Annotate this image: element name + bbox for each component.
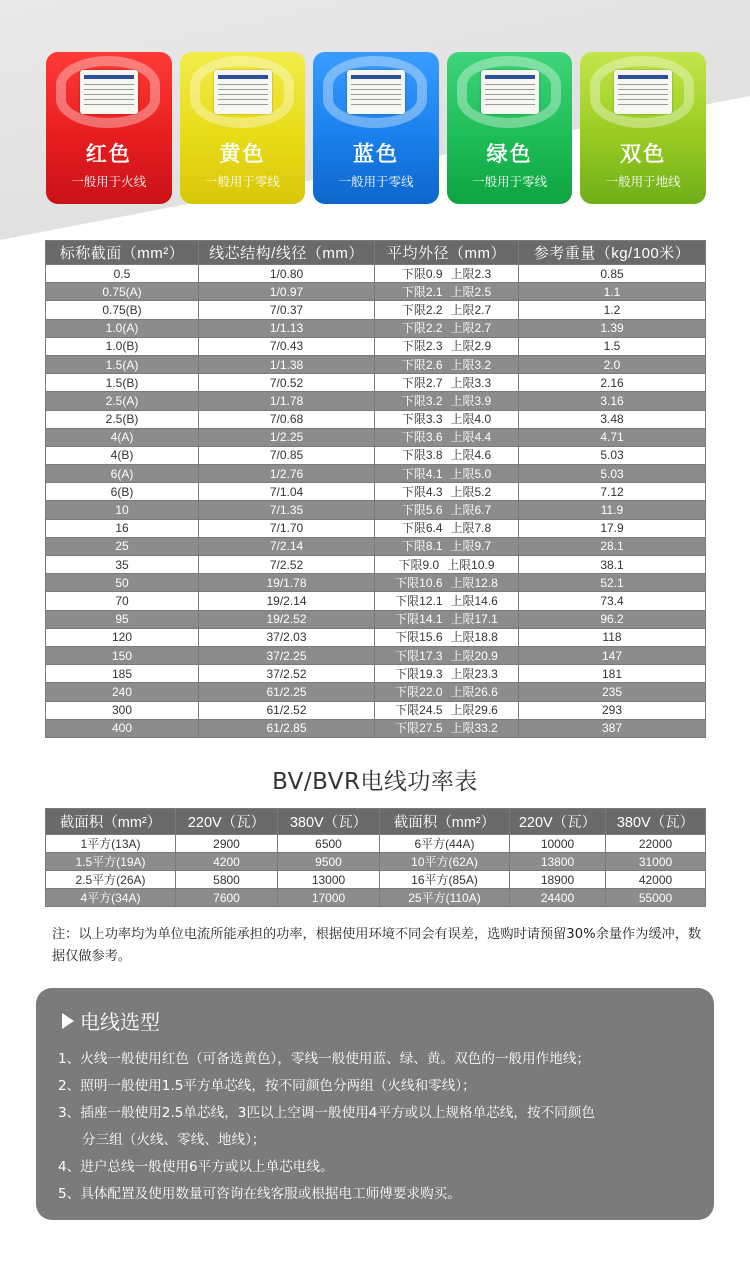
spec-area: 50 bbox=[46, 574, 199, 592]
wire-card bbox=[313, 52, 439, 204]
power-area: 25平方(110A) bbox=[380, 889, 510, 907]
power-380v: 17000 bbox=[278, 889, 380, 907]
spec-area: 185 bbox=[46, 665, 199, 683]
spec-weight: 2.16 bbox=[519, 374, 706, 392]
table-row bbox=[46, 646, 706, 664]
spec-diameter-low: 下限2.6 bbox=[401, 357, 443, 372]
spec-diameter-low: 下限5.6 bbox=[401, 503, 443, 518]
power-380v: 31000 bbox=[606, 853, 706, 871]
power-220v: 24400 bbox=[510, 889, 606, 907]
spec-diameter-low: 下限3.3 bbox=[401, 412, 443, 427]
spec-area: 70 bbox=[46, 592, 199, 610]
power-area: 2.5平方(26A) bbox=[46, 871, 176, 889]
spec-weight: 17.9 bbox=[519, 519, 706, 537]
selection-item-text: 2、照明一般使用1.5平方单芯线，按不同颜色分两组（火线和零线）； bbox=[58, 1078, 476, 1094]
wire-card bbox=[46, 52, 172, 204]
wire-color-use: 一般用于零线 bbox=[204, 174, 280, 189]
spec-core: 37/2.03 bbox=[199, 628, 375, 646]
spec-diameter bbox=[375, 592, 519, 610]
spec-area: 1.5(A) bbox=[46, 355, 199, 373]
table-row bbox=[46, 374, 706, 392]
wire-selection-guide bbox=[36, 988, 714, 1220]
power-220v: 18900 bbox=[510, 871, 606, 889]
spec-diameter bbox=[375, 628, 519, 646]
spec-weight: 5.03 bbox=[519, 446, 706, 464]
spec-area: 1.5(B) bbox=[46, 374, 199, 392]
spec-weight: 293 bbox=[519, 701, 706, 719]
table-row bbox=[46, 683, 706, 701]
power-header-area-left: 截面积（mm²） bbox=[46, 809, 176, 835]
spec-diameter bbox=[375, 719, 519, 737]
spec-core: 19/2.52 bbox=[199, 610, 375, 628]
spec-core: 1/2.25 bbox=[199, 428, 375, 446]
spec-diameter-low: 下限14.1 bbox=[395, 612, 443, 627]
spec-diameter-high: 上限2.7 bbox=[450, 321, 492, 336]
table-row bbox=[46, 853, 706, 871]
spec-weight: 38.1 bbox=[519, 556, 706, 574]
spec-diameter-low: 下限9.0 bbox=[398, 557, 440, 572]
table-row bbox=[46, 319, 706, 337]
spec-diameter bbox=[375, 337, 519, 355]
spec-diameter-low: 下限24.5 bbox=[395, 703, 443, 718]
spec-diameter bbox=[375, 574, 519, 592]
spec-diameter-high: 上限2.3 bbox=[450, 266, 492, 281]
power-header-220v-left: 220V（瓦） bbox=[176, 809, 278, 835]
spec-diameter-low: 下限3.6 bbox=[401, 430, 443, 445]
power-220v: 10000 bbox=[510, 835, 606, 853]
spec-diameter-low: 下限15.6 bbox=[395, 630, 443, 645]
spec-core: 7/0.68 bbox=[199, 410, 375, 428]
spec-diameter-high: 上限4.4 bbox=[450, 430, 492, 445]
spec-diameter bbox=[375, 519, 519, 537]
table-row bbox=[46, 556, 706, 574]
list-item bbox=[58, 1100, 698, 1154]
spec-area: 150 bbox=[46, 646, 199, 664]
spec-weight: 11.9 bbox=[519, 501, 706, 519]
table-row bbox=[46, 501, 706, 519]
table-row bbox=[46, 428, 706, 446]
power-note: 注：以上功率均为单位电流所能承担的功率，根据使用环境不同会有误差，选购时请预留30%余量作为缓冲，数据仅做参考。 bbox=[52, 927, 702, 964]
table-row bbox=[46, 610, 706, 628]
spec-weight: 3.16 bbox=[519, 392, 706, 410]
spec-weight: 181 bbox=[519, 665, 706, 683]
spec-weight: 2.0 bbox=[519, 355, 706, 373]
selection-heading bbox=[62, 1006, 160, 1035]
spec-diameter bbox=[375, 465, 519, 483]
power-area: 16平方(85A) bbox=[380, 871, 510, 889]
wire-color-use: 一般用于零线 bbox=[338, 174, 414, 189]
list-item bbox=[58, 1073, 698, 1100]
list-item bbox=[58, 1181, 698, 1208]
spec-weight: 52.1 bbox=[519, 574, 706, 592]
selection-item-text: 5、具体配置及使用数量可咨询在线客服或根据电工师傅要求购买。 bbox=[58, 1186, 461, 1202]
table-row bbox=[46, 355, 706, 373]
spec-core: 37/2.52 bbox=[199, 665, 375, 683]
spec-diameter-low: 下限3.8 bbox=[401, 448, 443, 463]
table-row bbox=[46, 701, 706, 719]
spec-weight: 28.1 bbox=[519, 537, 706, 555]
spec-diameter-high: 上限3.3 bbox=[450, 375, 492, 390]
spec-diameter-high: 上限5.0 bbox=[450, 466, 492, 481]
wire-card bbox=[447, 52, 573, 204]
spec-area: 2.5(B) bbox=[46, 410, 199, 428]
spec-diameter bbox=[375, 610, 519, 628]
selection-item-continued: 分三组（火线、零线、地线）； bbox=[82, 1132, 266, 1148]
wire-color-use: 一般用于零线 bbox=[472, 174, 548, 189]
power-table-title: BV/BVR电线功率表 bbox=[272, 769, 478, 795]
power-area: 10平方(62A) bbox=[380, 853, 510, 871]
spec-core: 1/1.13 bbox=[199, 319, 375, 337]
table-row bbox=[46, 537, 706, 555]
wire-spec-table bbox=[45, 240, 706, 738]
table-row bbox=[46, 301, 706, 319]
spec-diameter-low: 下限4.1 bbox=[401, 466, 443, 481]
table-row bbox=[46, 871, 706, 889]
spec-diameter-low: 下限2.3 bbox=[401, 339, 443, 354]
spec-diameter-high: 上限3.9 bbox=[450, 393, 492, 408]
spec-area: 4(B) bbox=[46, 446, 199, 464]
spec-diameter bbox=[375, 701, 519, 719]
wire-coil-icon bbox=[190, 52, 294, 132]
wire-coil-icon bbox=[56, 52, 160, 132]
spec-diameter-low: 下限3.2 bbox=[401, 393, 443, 408]
spec-area: 120 bbox=[46, 628, 199, 646]
power-table bbox=[45, 808, 706, 907]
wire-color-name: 绿色 bbox=[486, 142, 533, 166]
spec-weight: 7.12 bbox=[519, 483, 706, 501]
spec-core: 19/1.78 bbox=[199, 574, 375, 592]
spec-diameter bbox=[375, 537, 519, 555]
spec-header-weight: 参考重量（kg/100米） bbox=[519, 241, 706, 265]
table-row bbox=[46, 446, 706, 464]
spec-diameter bbox=[375, 646, 519, 664]
spec-diameter-high: 上限18.8 bbox=[450, 630, 498, 645]
spec-diameter-low: 下限27.5 bbox=[395, 721, 443, 736]
spec-diameter-low: 下限2.1 bbox=[401, 284, 443, 299]
spec-weight: 1.5 bbox=[519, 337, 706, 355]
power-380v: 6500 bbox=[278, 835, 380, 853]
spec-weight: 1.1 bbox=[519, 283, 706, 301]
spec-core: 7/0.37 bbox=[199, 301, 375, 319]
spec-diameter-high: 上限2.5 bbox=[450, 284, 492, 299]
spec-core: 37/2.25 bbox=[199, 646, 375, 664]
spec-area: 300 bbox=[46, 701, 199, 719]
selection-list bbox=[58, 1046, 698, 1208]
table-row bbox=[46, 665, 706, 683]
spec-core: 7/0.85 bbox=[199, 446, 375, 464]
spec-diameter-high: 上限20.9 bbox=[450, 648, 498, 663]
spec-weight: 1.2 bbox=[519, 301, 706, 319]
table-row bbox=[46, 265, 706, 283]
spec-diameter-low: 下限4.3 bbox=[401, 484, 443, 499]
wire-color-use: 一般用于火线 bbox=[71, 174, 147, 189]
power-220v: 7600 bbox=[176, 889, 278, 907]
spec-weight: 235 bbox=[519, 683, 706, 701]
table-row bbox=[46, 465, 706, 483]
spec-diameter-high: 上限23.3 bbox=[450, 666, 498, 681]
spec-area: 4(A) bbox=[46, 428, 199, 446]
spec-core: 7/0.43 bbox=[199, 337, 375, 355]
spec-diameter-high: 上限2.9 bbox=[450, 339, 492, 354]
spec-diameter bbox=[375, 265, 519, 283]
spec-diameter-low: 下限10.6 bbox=[395, 575, 443, 590]
spec-area: 2.5(A) bbox=[46, 392, 199, 410]
spec-diameter-high: 上限17.1 bbox=[450, 612, 498, 627]
spec-core: 61/2.52 bbox=[199, 701, 375, 719]
spec-core: 7/2.52 bbox=[199, 556, 375, 574]
spec-diameter bbox=[375, 410, 519, 428]
power-area: 1平方(13A) bbox=[46, 835, 176, 853]
spec-area: 95 bbox=[46, 610, 199, 628]
wire-coil-icon bbox=[323, 52, 427, 132]
spec-core: 1/0.97 bbox=[199, 283, 375, 301]
spec-weight: 73.4 bbox=[519, 592, 706, 610]
spec-diameter-low: 下限12.1 bbox=[395, 593, 443, 608]
spec-diameter-low: 下限2.7 bbox=[401, 375, 443, 390]
spec-diameter-low: 下限8.1 bbox=[401, 539, 443, 554]
product-banner bbox=[0, 0, 750, 240]
spec-area: 6(A) bbox=[46, 465, 199, 483]
power-220v: 5800 bbox=[176, 871, 278, 889]
spec-header-diameter: 平均外径（mm） bbox=[375, 241, 519, 265]
spec-diameter-high: 上限14.6 bbox=[450, 593, 498, 608]
spec-diameter bbox=[375, 483, 519, 501]
spec-weight: 96.2 bbox=[519, 610, 706, 628]
spec-diameter-high: 上限5.2 bbox=[450, 484, 492, 499]
power-area: 6平方(44A) bbox=[380, 835, 510, 853]
spec-header-area: 标称截面（mm²） bbox=[46, 241, 199, 265]
spec-area: 0.5 bbox=[46, 265, 199, 283]
table-row bbox=[46, 337, 706, 355]
power-header-380v-left: 380V（瓦） bbox=[278, 809, 380, 835]
power-220v: 13800 bbox=[510, 853, 606, 871]
wire-color-name: 蓝色 bbox=[352, 142, 399, 166]
table-row bbox=[46, 410, 706, 428]
spec-diameter-low: 下限6.4 bbox=[401, 521, 443, 536]
power-380v: 9500 bbox=[278, 853, 380, 871]
power-area: 1.5平方(19A) bbox=[46, 853, 176, 871]
wire-color-name: 黄色 bbox=[219, 142, 266, 166]
spec-weight: 0.85 bbox=[519, 265, 706, 283]
spec-weight: 147 bbox=[519, 646, 706, 664]
wire-color-name: 红色 bbox=[85, 142, 132, 166]
wire-color-name: 双色 bbox=[620, 142, 667, 166]
spec-diameter-high: 上限33.2 bbox=[450, 721, 498, 736]
spec-area: 6(B) bbox=[46, 483, 199, 501]
spec-area: 10 bbox=[46, 501, 199, 519]
table-row bbox=[46, 283, 706, 301]
spec-header-core: 线芯结构/线径（mm） bbox=[199, 241, 375, 265]
power-area: 4平方(34A) bbox=[46, 889, 176, 907]
power-220v: 4200 bbox=[176, 853, 278, 871]
spec-core: 1/1.38 bbox=[199, 355, 375, 373]
spec-diameter bbox=[375, 355, 519, 373]
spec-diameter-high: 上限12.8 bbox=[450, 575, 498, 590]
wire-card bbox=[580, 52, 706, 204]
spec-diameter bbox=[375, 301, 519, 319]
spec-diameter-low: 下限17.3 bbox=[395, 648, 443, 663]
spec-area: 1.0(B) bbox=[46, 337, 199, 355]
spec-diameter bbox=[375, 283, 519, 301]
spec-diameter bbox=[375, 683, 519, 701]
table-row bbox=[46, 889, 706, 907]
table-row bbox=[46, 592, 706, 610]
power-380v: 22000 bbox=[606, 835, 706, 853]
spec-weight: 3.48 bbox=[519, 410, 706, 428]
wire-color-use: 一般用于地线 bbox=[605, 174, 681, 189]
table-row bbox=[46, 519, 706, 537]
spec-diameter bbox=[375, 428, 519, 446]
spec-diameter-high: 上限9.7 bbox=[450, 539, 492, 554]
selection-item-text: 1、火线一般使用红色（可备选黄色），零线一般使用蓝、绿、黄。双色的一般用作地线； bbox=[58, 1051, 591, 1067]
spec-core: 61/2.25 bbox=[199, 683, 375, 701]
spec-weight: 4.71 bbox=[519, 428, 706, 446]
spec-area: 16 bbox=[46, 519, 199, 537]
list-item bbox=[58, 1154, 698, 1181]
power-380v: 13000 bbox=[278, 871, 380, 889]
spec-diameter bbox=[375, 665, 519, 683]
spec-diameter-low: 下限2.2 bbox=[401, 302, 443, 317]
spec-core: 7/0.52 bbox=[199, 374, 375, 392]
list-item bbox=[58, 1046, 698, 1073]
spec-diameter-low: 下限22.0 bbox=[395, 684, 443, 699]
spec-area: 0.75(A) bbox=[46, 283, 199, 301]
spec-diameter-high: 上限2.7 bbox=[450, 302, 492, 317]
wire-coil-icon bbox=[590, 52, 694, 132]
spec-area: 240 bbox=[46, 683, 199, 701]
spec-core: 7/1.04 bbox=[199, 483, 375, 501]
spec-core: 7/1.70 bbox=[199, 519, 375, 537]
power-220v: 2900 bbox=[176, 835, 278, 853]
spec-diameter-high: 上限26.6 bbox=[450, 684, 498, 699]
power-header-area-right: 截面积（mm²） bbox=[380, 809, 510, 835]
spec-weight: 387 bbox=[519, 719, 706, 737]
power-header-row bbox=[46, 809, 706, 835]
power-header-220v-right: 220V（瓦） bbox=[510, 809, 606, 835]
table-row bbox=[46, 483, 706, 501]
spec-diameter bbox=[375, 392, 519, 410]
spec-diameter bbox=[375, 374, 519, 392]
selection-item-text: 4、进户总线一般使用6平方或以上单芯电线。 bbox=[58, 1159, 334, 1175]
selection-heading-text: 电线选型 bbox=[80, 1010, 160, 1034]
table-row bbox=[46, 628, 706, 646]
table-row bbox=[46, 719, 706, 737]
spec-diameter-high: 上限4.0 bbox=[450, 412, 492, 427]
spec-diameter-low: 下限2.2 bbox=[401, 321, 443, 336]
triangle-right-icon bbox=[62, 1013, 74, 1029]
power-header-380v-right: 380V（瓦） bbox=[606, 809, 706, 835]
spec-diameter-high: 上限29.6 bbox=[450, 703, 498, 718]
spec-core: 61/2.85 bbox=[199, 719, 375, 737]
spec-weight: 1.39 bbox=[519, 319, 706, 337]
spec-core: 1/1.78 bbox=[199, 392, 375, 410]
spec-diameter bbox=[375, 501, 519, 519]
spec-core: 7/2.14 bbox=[199, 537, 375, 555]
spec-diameter-high: 上限7.8 bbox=[450, 521, 492, 536]
spec-diameter-low: 下限19.3 bbox=[395, 666, 443, 681]
selection-item-text: 3、插座一般使用2.5单芯线，3匹以上空调一般使用4平方或以上规格单芯线，按不同颜色 bbox=[58, 1105, 595, 1121]
spec-core: 1/2.76 bbox=[199, 465, 375, 483]
spec-diameter bbox=[375, 556, 519, 574]
spec-header-row bbox=[46, 241, 706, 265]
spec-area: 0.75(B) bbox=[46, 301, 199, 319]
spec-area: 25 bbox=[46, 537, 199, 555]
table-row bbox=[46, 392, 706, 410]
spec-area: 1.0(A) bbox=[46, 319, 199, 337]
power-380v: 55000 bbox=[606, 889, 706, 907]
spec-diameter-high: 上限6.7 bbox=[450, 503, 492, 518]
spec-weight: 118 bbox=[519, 628, 706, 646]
spec-diameter-low: 下限0.9 bbox=[401, 266, 443, 281]
table-row bbox=[46, 574, 706, 592]
spec-weight: 5.03 bbox=[519, 465, 706, 483]
wire-card bbox=[180, 52, 306, 204]
spec-diameter bbox=[375, 446, 519, 464]
table-row bbox=[46, 835, 706, 853]
power-380v: 42000 bbox=[606, 871, 706, 889]
spec-diameter-high: 上限3.2 bbox=[450, 357, 492, 372]
wire-coil-icon bbox=[457, 52, 561, 132]
spec-core: 1/0.80 bbox=[199, 265, 375, 283]
spec-area: 400 bbox=[46, 719, 199, 737]
spec-area: 35 bbox=[46, 556, 199, 574]
wire-color-cards bbox=[46, 52, 706, 204]
spec-diameter-high: 上限10.9 bbox=[447, 557, 495, 572]
spec-core: 7/1.35 bbox=[199, 501, 375, 519]
spec-core: 19/2.14 bbox=[199, 592, 375, 610]
spec-diameter-high: 上限4.6 bbox=[450, 448, 492, 463]
spec-diameter bbox=[375, 319, 519, 337]
